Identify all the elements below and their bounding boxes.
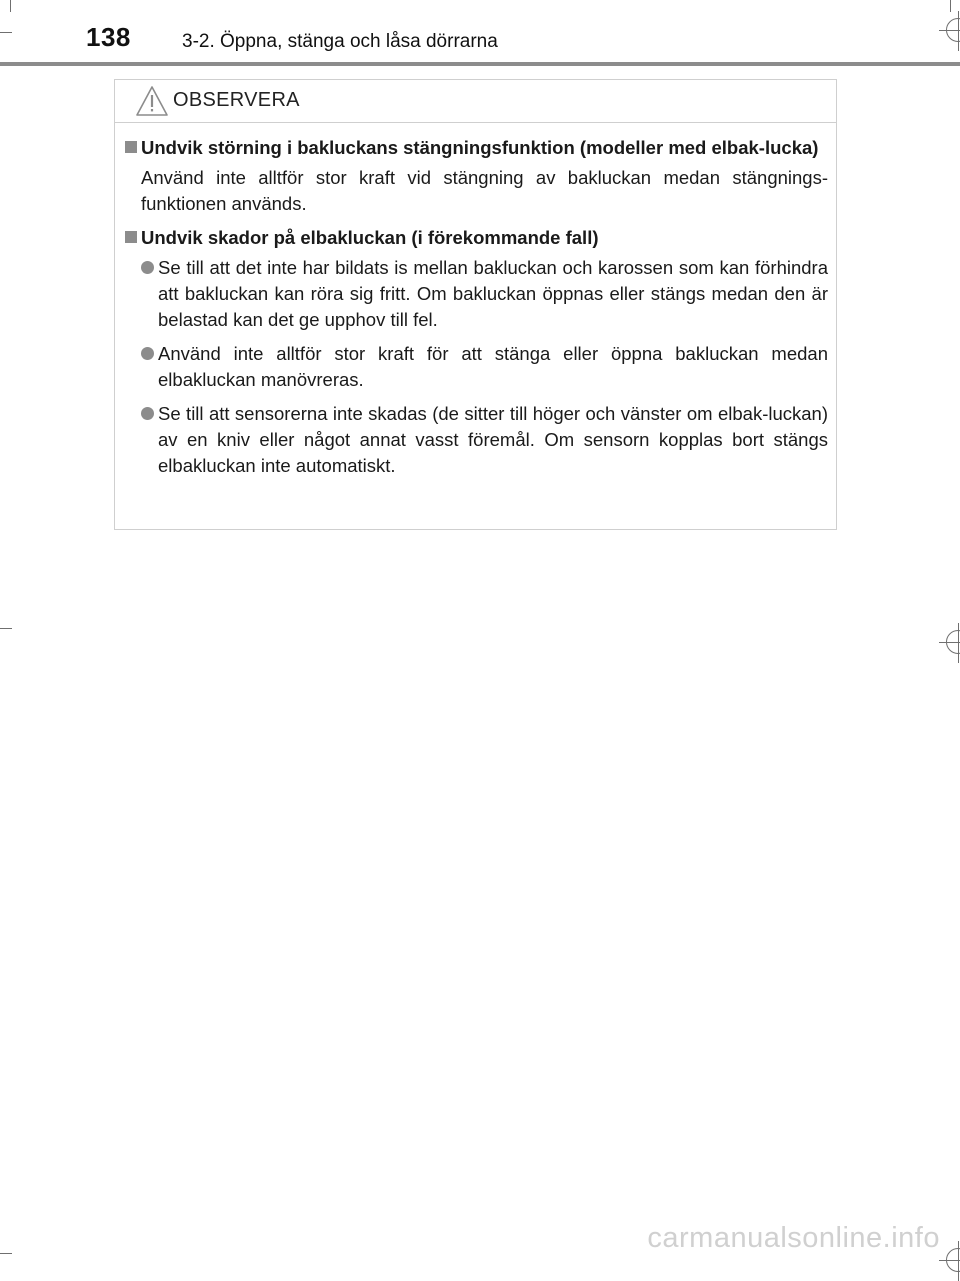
notice-body <box>115 123 836 479</box>
bullet-text: Se till att sensorerna inte skadas (de sitter till höger och vänster om elbak-luckan) av en kniv eller något annat vasst föremål. Om sensorn kopplas bort stängs elbakluckan inte automatiskt. <box>158 403 828 476</box>
notice-box <box>114 79 837 530</box>
notice-header <box>115 80 836 123</box>
registration-mark-bottom-right <box>946 1248 960 1272</box>
crop-mark-left-bottom <box>0 1253 12 1254</box>
bullet-item <box>123 341 828 393</box>
registration-mark-mid-right <box>946 630 960 654</box>
bullet-text: Använd inte alltför stor kraft för att stänga eller öppna bakluckan medan elbakluckan manövreras. <box>158 343 828 390</box>
watermark: carmanualsonline.info <box>647 1222 940 1254</box>
round-bullet-icon <box>141 407 154 420</box>
section-heading-text: Undvik skador på elbakluckan (i förekommande fall) <box>141 227 599 248</box>
header-rule <box>0 62 960 66</box>
bullet-item <box>123 401 828 479</box>
square-bullet-icon <box>125 141 137 153</box>
square-bullet-icon <box>125 231 137 243</box>
warning-triangle-icon <box>135 85 169 117</box>
page-header <box>0 0 960 66</box>
section-heading <box>123 135 828 161</box>
bullet-text: Se till att det inte har bildats is mellan bakluckan och karossen som kan förhindra att bakluckan kan röra sig fritt. Om bakluckan öppnas eller stängs medan den är belastad kan det ge upphov till fel. <box>158 257 828 330</box>
notice-title: OBSERVERA <box>173 89 300 111</box>
round-bullet-icon <box>141 347 154 360</box>
section-heading <box>123 225 828 251</box>
page-number: 138 <box>86 22 131 52</box>
section-paragraph: Använd inte alltför stor kraft vid stängning av bakluckan medan stängnings-funktionen används. <box>141 167 828 214</box>
bullet-item <box>123 255 828 333</box>
round-bullet-icon <box>141 261 154 274</box>
crop-mark-left-mid <box>0 628 12 629</box>
section-heading-text: Undvik störning i bakluckans stängningsfunktion (modeller med elbak-lucka) <box>141 137 819 158</box>
section-title: 3-2. Öppna, stänga och låsa dörrarna <box>182 31 498 52</box>
